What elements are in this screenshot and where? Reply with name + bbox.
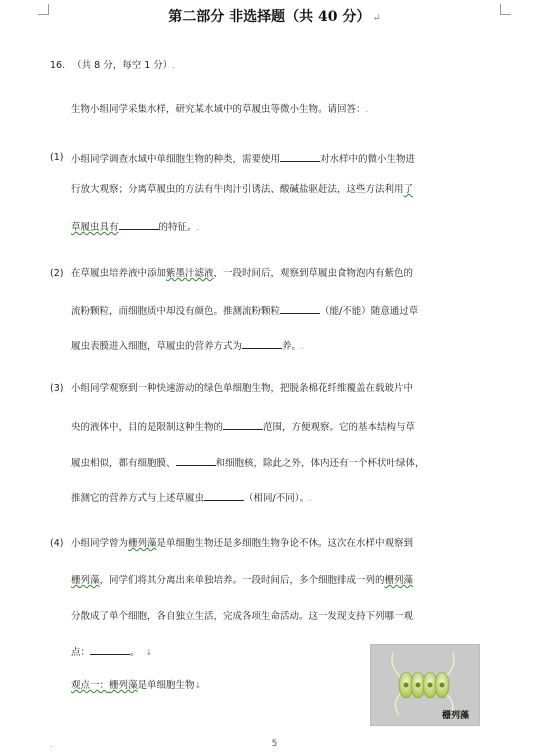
subquestion-3-line-1: 小组同学观察到一种快速游动的绿色单细胞生物，把脱条棉花纤维覆盖在载玻片中 — [71, 383, 414, 394]
section-title-text: 第二部分 非选择题（共 40 分） — [168, 9, 371, 25]
question-score-note: （共 8 分，每空 1 分） — [72, 60, 173, 71]
subquestion-3-line-4: 推测它的营养方式与上述草履虫 （相同/不同）。. — [71, 490, 312, 506]
subquestion-1-line-1: 小组同学调查水域中单细胞生物的种类，需要使用 对水样中的微小生物进 — [71, 151, 415, 167]
answer-blank[interactable] — [119, 219, 159, 230]
answer-blank[interactable] — [90, 644, 130, 655]
paragraph-mark: . — [50, 740, 53, 749]
answer-blank[interactable] — [280, 151, 320, 162]
question-16-header: 16. （共 8 分，每空 1 分）. — [50, 60, 175, 71]
subquestion-3-line-2: 央的液体中，目的是限制这种生物的 范围，方便观察。它的基本结构与草 — [71, 419, 415, 435]
paragraph-mark: ↵ — [372, 13, 381, 24]
subquestion-3-number: (3) — [50, 383, 64, 394]
subquestion-4-line-2: 栅列藻，同学们将其分离出来单独培养。一段时间后，多个细胞排成一列的栅列藻 — [71, 575, 414, 586]
subquestion-1-line-3: 草履虫具有 的特征。. — [71, 219, 199, 235]
subquestion-3-line-3: 履虫相似，都有细胞膜、 和细胞核，除此之外，体内还有一个杯状叶绿体， — [71, 455, 425, 471]
viewpoint-one: 观点一：栅列藻是单细胞生物↓ — [71, 680, 202, 691]
subquestion-1-number: (1) — [50, 152, 64, 163]
subquestion-4-number: (4) — [50, 538, 64, 549]
answer-blank[interactable] — [176, 455, 216, 466]
answer-blank[interactable] — [223, 419, 263, 430]
subquestion-2-line-2: 流粉颗粒，而细胞质中却没有颜色。推测流粉颗粒 （能/不能）随意通过草 — [71, 303, 418, 319]
subquestion-4-line-1: 小组同学曾为栅列藻是单细胞生物还是多细胞生物争论不休。这次在水样中观察到 — [71, 538, 414, 549]
question-number: 16. — [50, 60, 66, 71]
answer-blank[interactable] — [242, 338, 282, 349]
subquestion-4-line-3: 分散成了单个细胞，各自独立生活，完成各项生命活动。这一发现支持下列哪一观 — [71, 611, 414, 622]
scenedesmus-figure — [370, 644, 480, 726]
subquestion-1-line-2: 行放大观察；分离草履虫的方法有牛肉汁引诱法、酸碱盐驱赶法，这些方法利用了 — [71, 184, 414, 195]
answer-blank[interactable] — [280, 303, 320, 314]
question-intro: 生物小组同学采集水样，研究某水域中的草履虫等微小生物。请回答：. — [71, 104, 369, 115]
subquestion-2-line-3: 履虫表膜进入细胞，草履虫的营养方式为 养。. — [71, 338, 304, 354]
subquestion-4-line-4: 点： 。 ↓ — [71, 644, 152, 660]
section-title — [0, 6, 549, 26]
subquestion-2-number: (2) — [50, 268, 64, 279]
page-number: 5 — [271, 739, 278, 749]
figure-caption: 栅列藻 — [441, 711, 469, 721]
subquestion-2-line-1: 在草履虫培养液中添加紫墨汁滤液，一段时间后，观察到草履虫食物泡内有紫色的 — [71, 268, 414, 279]
answer-blank[interactable] — [204, 490, 244, 501]
